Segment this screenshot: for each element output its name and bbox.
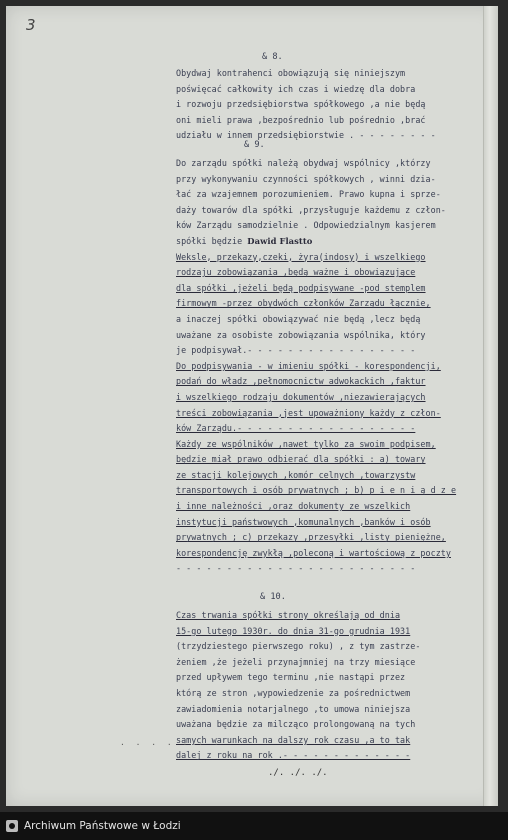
s10-line: żeniem ,że jeżeli przynajmniej na trzy miesiące (176, 656, 416, 667)
s9-line: je podpisywał.- - - - - - - - - - - - - - - - - (176, 345, 416, 356)
s9-cashier-line (176, 234, 476, 250)
s10-line: (trzydziestego pierwszego roku) , z tym zastrze- (176, 641, 421, 652)
s9-line: rodzaju zobowiązania ,będą ważne i obowiązujące (176, 267, 416, 278)
s9-line: i inne należności ,oraz dokumenty ze wszelkich (176, 501, 411, 512)
s10-line: przed upływem tego terminu ,nie nastąpi przez (176, 672, 406, 683)
s9-line: podań do władz ,pełnomocnictw adwokackich ,faktur (176, 376, 426, 387)
s9-line: treści zobowiązania ,jest upoważniony każdy z człon- (176, 407, 441, 418)
s9-line: Każdy ze wspólników ,nawet tylko za swoim podpisem, (176, 438, 436, 449)
section-8-text (176, 66, 476, 144)
s9-line: ze stacji kolejowych ,komór celnych ,towarzystw (176, 469, 416, 480)
margin-dots: · · · · · · · (120, 740, 222, 749)
section-10-heading: & 10. (260, 592, 286, 602)
s8-line: oni mieli prawa ,bezpośrednio lub pośrednio ,brać (176, 114, 426, 125)
s9-line: prywatnych ; c) przekazy ,przesyłki ,listy pieniężne, (176, 532, 446, 543)
s8-line: i rozwoju przedsiębiorstwa spółkowego ,a nie będą (176, 99, 426, 110)
s9-line: daży towarów dla spółki ,przysługuje każdemu z człon- (176, 204, 446, 215)
s8-line: Obydwaj kontrahenci obowiązują się niniejszym (176, 68, 406, 78)
s10-line: zawiadomienia notarjalnego ,to umowa niniejsza (176, 703, 411, 714)
s9-line: - - - - - - - - - - - - - - - - - - - - - - - - (176, 563, 416, 574)
closing-marks: ./. ./. ./. (268, 768, 328, 778)
s9-line: korespondencję zwykłą ,poleconą i wartościową z poczty (176, 547, 451, 558)
s8-line: udziału w innem przedsiębiorstwie . - - - - - - - - (176, 130, 436, 141)
s10-line: 15-go lutego 1930r. do dnia 31-go grudnia 1931 (176, 625, 411, 636)
s9-line: łać za wzajemnem porozumieniem. Prawo kupna i sprze- (176, 189, 441, 200)
archive-logo-icon (6, 820, 18, 832)
s9-line: przy wykonywaniu czynności spółkowych , winni dzia- (176, 173, 436, 184)
s9-line: Weksle, przekazy,czeki, żyra(indosy) i wszelkiego (176, 251, 426, 262)
s9-line: i wszelkiego rodzaju dokumentów ,niezawierających (176, 391, 426, 402)
archive-footer (0, 812, 508, 840)
s9-line: dla spółki ,jeżeli będą podpisywane -pod stemplem (176, 282, 426, 293)
s9-line: ków Zarządu samodzielnie . Odpowiedzialnym kasjerem (176, 220, 436, 231)
page-number: 3 (26, 16, 36, 34)
s10-line: samych warunkach na dalszy rok czasu ,a to tak (176, 734, 411, 745)
page-edge (483, 6, 498, 806)
s9-line: ków Zarządu.- - - - - - - - - - - - - - - - - - (176, 423, 416, 434)
section-8-heading: & 8. (262, 52, 283, 62)
archive-name: Archiwum Państwowe w Łodzi (24, 820, 181, 832)
s9-line: Do podpisywania - w imieniu spółki - korespondencji, (176, 360, 441, 371)
section-9-heading: & 9. (244, 140, 265, 150)
s10-line: dalej z roku na rok .- - - - - - - - - - - - - (176, 750, 411, 761)
s9-line: transportowych i osób prywatnych ; b) p i e n i ą d z e (176, 485, 457, 496)
s9-line: firmowym -przez obydwóch członków Zarządu łącznie, (176, 298, 431, 309)
s9-line: uważane za osobiste zobowiązania wspólnika, który (176, 329, 426, 340)
s9-line: spółki będzie (176, 235, 248, 246)
s8-line: poświęcać całkowity ich czas i wiedzę dla dobra (176, 83, 416, 94)
s9-line: instytucji państwowych ,komunalnych ,banków i osób (176, 516, 431, 527)
section-9-text (176, 156, 476, 577)
s10-line: Czas trwania spółki strony określają od dnia (176, 610, 401, 620)
s9-line: Do zarządu spółki należą obydwaj wspólnicy ,którzy (176, 158, 431, 168)
s10-line: którą ze stron ,wypowiedzenie za pośrednictwem (176, 687, 411, 698)
s9-line: będzie miał prawo odbierać dla spółki : a) towary (176, 454, 426, 465)
handwritten-name: Dawid Flastto (247, 235, 313, 246)
s10-line: uważana będzie za milcząco prolongowaną na tych (176, 719, 416, 730)
s9-line: a inaczej spółki obowiązywać nie będą ,lecz będą (176, 313, 421, 324)
